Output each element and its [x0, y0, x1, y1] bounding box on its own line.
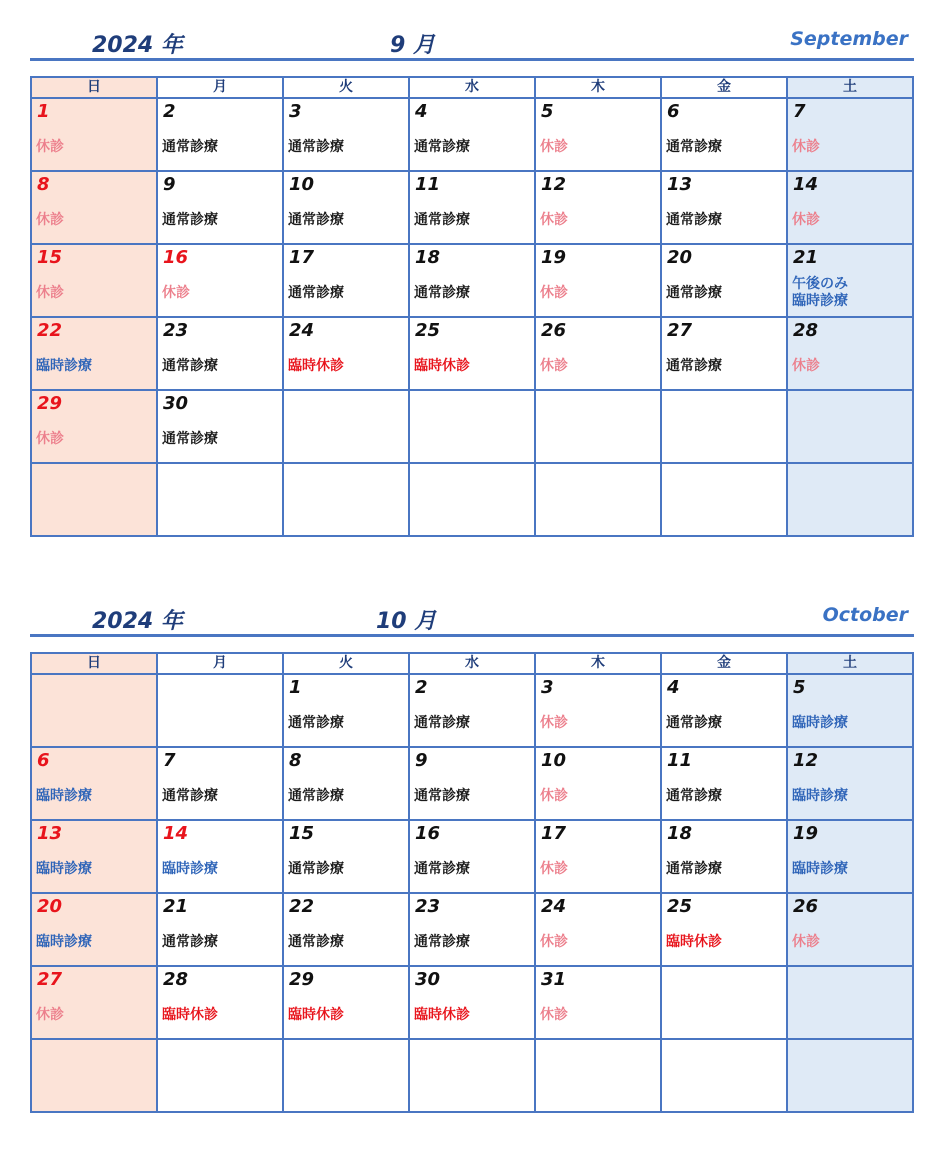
day-cell	[535, 893, 661, 966]
empty-day-cell	[283, 463, 409, 536]
clinic-status: 休診	[540, 861, 568, 877]
clinic-status: 通常診療	[288, 788, 344, 804]
calendar-october	[30, 604, 914, 1023]
empty-day-cell	[661, 966, 787, 1039]
week-row	[31, 317, 913, 390]
empty-day-cell	[535, 390, 661, 463]
day-number: 5	[793, 677, 806, 698]
day-number: 2	[415, 677, 428, 698]
day-number: 30	[163, 393, 189, 414]
day-number: 2	[163, 101, 176, 122]
clinic-status: 臨時休診	[666, 934, 722, 950]
empty-day-cell	[661, 463, 787, 536]
year-label: 2024 年	[92, 33, 183, 58]
clinic-status: 通常診療	[288, 861, 344, 877]
clinic-status: 臨時診療	[792, 861, 848, 877]
clinic-status: 午後のみ 臨時診療	[792, 276, 848, 309]
empty-day-cell	[283, 390, 409, 463]
day-cell	[409, 171, 535, 244]
weekday-header-row	[31, 653, 913, 674]
day-cell	[535, 820, 661, 893]
day-number: 15	[37, 247, 63, 268]
day-cell	[157, 98, 283, 171]
day-number: 29	[289, 969, 315, 990]
day-cell	[31, 171, 157, 244]
clinic-status: 臨時休診	[414, 358, 470, 374]
day-number: 31	[541, 969, 567, 990]
empty-day-cell	[409, 390, 535, 463]
day-cell	[661, 820, 787, 893]
calendar-body	[31, 98, 913, 536]
day-cell	[409, 317, 535, 390]
clinic-status: 通常診療	[666, 715, 722, 731]
clinic-status: 休診	[792, 212, 820, 228]
day-cell	[283, 747, 409, 820]
day-number: 11	[667, 750, 693, 771]
clinic-status: 通常診療	[414, 934, 470, 950]
day-number: 19	[793, 823, 819, 844]
clinic-status: 臨時診療	[36, 934, 92, 950]
weekday-header-row	[31, 77, 913, 98]
clinic-status: 通常診療	[162, 139, 218, 155]
day-cell	[31, 820, 157, 893]
empty-day-cell	[157, 674, 283, 747]
clinic-status: 休診	[540, 715, 568, 731]
day-number: 13	[667, 174, 693, 195]
weekday-header: 木	[535, 653, 661, 674]
day-number: 28	[163, 969, 189, 990]
day-cell	[31, 317, 157, 390]
week-row	[31, 1039, 913, 1112]
weekday-header: 土	[787, 77, 913, 98]
empty-day-cell	[31, 463, 157, 536]
weekday-header: 金	[661, 653, 787, 674]
day-number: 3	[289, 101, 302, 122]
empty-day-cell	[661, 390, 787, 463]
empty-day-cell	[409, 463, 535, 536]
day-cell	[283, 244, 409, 317]
calendar-grid	[30, 652, 914, 1113]
day-number: 24	[541, 896, 567, 917]
empty-day-cell	[787, 1039, 913, 1112]
day-cell	[283, 674, 409, 747]
clinic-status: 休診	[540, 1007, 568, 1023]
clinic-status: 通常診療	[414, 212, 470, 228]
week-row	[31, 966, 913, 1039]
empty-day-cell	[157, 1039, 283, 1112]
empty-day-cell	[157, 463, 283, 536]
day-cell	[31, 893, 157, 966]
week-row	[31, 98, 913, 171]
day-number: 7	[793, 101, 806, 122]
day-cell	[661, 98, 787, 171]
weekday-header: 日	[31, 77, 157, 98]
day-number: 14	[163, 823, 189, 844]
day-number: 29	[37, 393, 63, 414]
weekday-header: 水	[409, 653, 535, 674]
day-number: 16	[163, 247, 189, 268]
day-number: 8	[289, 750, 302, 771]
day-cell	[409, 893, 535, 966]
day-cell	[283, 893, 409, 966]
clinic-status: 通常診療	[666, 285, 722, 301]
day-cell	[409, 820, 535, 893]
clinic-status: 通常診療	[162, 358, 218, 374]
day-cell	[157, 893, 283, 966]
day-number: 11	[415, 174, 441, 195]
day-number: 14	[793, 174, 819, 195]
day-cell	[157, 390, 283, 463]
clinic-status: 臨時休診	[288, 358, 344, 374]
day-cell	[787, 244, 913, 317]
day-cell	[535, 317, 661, 390]
day-number: 20	[667, 247, 693, 268]
clinic-status: 休診	[540, 934, 568, 950]
day-number: 26	[793, 896, 819, 917]
day-cell	[283, 171, 409, 244]
day-number: 25	[667, 896, 693, 917]
day-cell	[661, 674, 787, 747]
week-row	[31, 893, 913, 966]
day-cell	[409, 244, 535, 317]
day-number: 21	[793, 247, 819, 268]
day-cell	[661, 317, 787, 390]
day-number: 22	[289, 896, 315, 917]
clinic-status: 休診	[36, 139, 64, 155]
clinic-status: 通常診療	[666, 861, 722, 877]
clinic-status: 臨時診療	[36, 358, 92, 374]
week-row	[31, 820, 913, 893]
clinic-status: 通常診療	[414, 139, 470, 155]
day-cell	[535, 966, 661, 1039]
day-cell	[535, 244, 661, 317]
day-cell	[157, 747, 283, 820]
clinic-status: 休診	[162, 285, 190, 301]
clinic-status: 休診	[792, 139, 820, 155]
day-cell	[283, 317, 409, 390]
month-english-label: October	[822, 604, 908, 626]
day-number: 16	[415, 823, 441, 844]
day-cell	[31, 98, 157, 171]
day-cell	[409, 747, 535, 820]
clinic-status: 休診	[540, 285, 568, 301]
day-cell	[787, 98, 913, 171]
clinic-status: 通常診療	[162, 934, 218, 950]
day-number: 17	[289, 247, 315, 268]
clinic-status: 臨時診療	[792, 715, 848, 731]
empty-day-cell	[535, 1039, 661, 1112]
clinic-status: 休診	[540, 788, 568, 804]
day-number: 24	[289, 320, 315, 341]
day-number: 10	[541, 750, 567, 771]
day-number: 15	[289, 823, 315, 844]
day-number: 8	[37, 174, 50, 195]
day-cell	[787, 893, 913, 966]
clinic-status: 通常診療	[162, 788, 218, 804]
weekday-header: 水	[409, 77, 535, 98]
clinic-status: 通常診療	[414, 285, 470, 301]
day-cell	[31, 966, 157, 1039]
calendar-grid	[30, 76, 914, 537]
day-number: 19	[541, 247, 567, 268]
day-cell	[535, 747, 661, 820]
weekday-header: 日	[31, 653, 157, 674]
weekday-header: 火	[283, 77, 409, 98]
day-cell	[535, 98, 661, 171]
day-cell	[535, 171, 661, 244]
empty-day-cell	[409, 1039, 535, 1112]
day-cell	[661, 747, 787, 820]
clinic-status: 臨時診療	[162, 861, 218, 877]
calendar-header	[30, 604, 914, 634]
day-number: 18	[667, 823, 693, 844]
month-label: 10 月	[376, 609, 437, 634]
day-number: 25	[415, 320, 441, 341]
weekday-header: 土	[787, 653, 913, 674]
week-row	[31, 674, 913, 747]
day-number: 1	[37, 101, 50, 122]
day-number: 12	[541, 174, 567, 195]
day-number: 5	[541, 101, 554, 122]
day-cell	[157, 317, 283, 390]
clinic-status: 休診	[540, 358, 568, 374]
day-number: 18	[415, 247, 441, 268]
empty-day-cell	[787, 390, 913, 463]
clinic-status: 通常診療	[414, 861, 470, 877]
empty-day-cell	[283, 1039, 409, 1112]
day-number: 17	[541, 823, 567, 844]
clinic-status: 通常診療	[288, 934, 344, 950]
day-cell	[283, 966, 409, 1039]
weekday-header: 木	[535, 77, 661, 98]
day-cell	[283, 98, 409, 171]
clinic-status: 通常診療	[288, 139, 344, 155]
day-number: 7	[163, 750, 176, 771]
day-number: 23	[415, 896, 441, 917]
day-cell	[409, 98, 535, 171]
day-cell	[157, 966, 283, 1039]
week-row	[31, 747, 913, 820]
day-cell	[787, 317, 913, 390]
clinic-status: 休診	[792, 934, 820, 950]
day-number: 9	[163, 174, 176, 195]
day-number: 4	[415, 101, 428, 122]
day-number: 9	[415, 750, 428, 771]
day-cell	[661, 244, 787, 317]
day-cell	[157, 171, 283, 244]
day-cell	[31, 244, 157, 317]
day-number: 27	[37, 969, 63, 990]
day-number: 10	[289, 174, 315, 195]
day-number: 20	[37, 896, 63, 917]
year-label: 2024 年	[92, 609, 183, 634]
day-cell	[661, 171, 787, 244]
day-number: 4	[667, 677, 680, 698]
empty-day-cell	[535, 463, 661, 536]
clinic-status: 臨時診療	[36, 861, 92, 877]
empty-day-cell	[31, 674, 157, 747]
clinic-status: 休診	[36, 1007, 64, 1023]
empty-day-cell	[661, 1039, 787, 1112]
day-cell	[157, 820, 283, 893]
week-row	[31, 390, 913, 463]
clinic-status: 通常診療	[414, 715, 470, 731]
day-cell	[409, 674, 535, 747]
weekday-header: 金	[661, 77, 787, 98]
day-number: 27	[667, 320, 693, 341]
day-cell	[661, 893, 787, 966]
clinic-status: 通常診療	[288, 285, 344, 301]
day-number: 23	[163, 320, 189, 341]
day-number: 6	[37, 750, 50, 771]
clinic-status: 通常診療	[666, 358, 722, 374]
day-number: 28	[793, 320, 819, 341]
day-cell	[787, 820, 913, 893]
clinic-status: 通常診療	[666, 139, 722, 155]
day-cell	[157, 244, 283, 317]
weekday-header: 月	[157, 77, 283, 98]
calendar-september	[30, 28, 914, 447]
clinic-status: 通常診療	[288, 715, 344, 731]
clinic-status: 臨時休診	[162, 1007, 218, 1023]
clinic-status: 臨時診療	[36, 788, 92, 804]
month-english-label: September	[790, 28, 908, 50]
day-number: 22	[37, 320, 63, 341]
weekday-header: 火	[283, 653, 409, 674]
clinic-status: 休診	[792, 358, 820, 374]
day-cell	[283, 820, 409, 893]
day-number: 26	[541, 320, 567, 341]
day-number: 1	[289, 677, 302, 698]
day-cell	[409, 966, 535, 1039]
clinic-status: 休診	[36, 431, 64, 447]
day-cell	[535, 674, 661, 747]
day-number: 13	[37, 823, 63, 844]
clinic-status: 通常診療	[414, 788, 470, 804]
clinic-status: 休診	[36, 285, 64, 301]
day-number: 12	[793, 750, 819, 771]
day-number: 30	[415, 969, 441, 990]
clinic-status: 通常診療	[162, 431, 218, 447]
empty-day-cell	[31, 1039, 157, 1112]
clinic-status: 休診	[540, 212, 568, 228]
empty-day-cell	[787, 463, 913, 536]
clinic-status: 通常診療	[666, 212, 722, 228]
calendar-body	[31, 674, 913, 1112]
clinic-status: 通常診療	[288, 212, 344, 228]
clinic-status: 通常診療	[666, 788, 722, 804]
clinic-status: 臨時休診	[288, 1007, 344, 1023]
empty-day-cell	[787, 966, 913, 1039]
week-row	[31, 244, 913, 317]
week-row	[31, 463, 913, 536]
day-cell	[787, 171, 913, 244]
week-row	[31, 171, 913, 244]
day-cell	[787, 674, 913, 747]
weekday-header: 月	[157, 653, 283, 674]
day-cell	[787, 747, 913, 820]
month-label: 9 月	[390, 33, 435, 58]
clinic-status: 臨時休診	[414, 1007, 470, 1023]
day-number: 3	[541, 677, 554, 698]
calendar-header	[30, 28, 914, 58]
clinic-status: 休診	[36, 212, 64, 228]
day-cell	[31, 390, 157, 463]
clinic-status: 通常診療	[162, 212, 218, 228]
clinic-status: 休診	[540, 139, 568, 155]
day-number: 21	[163, 896, 189, 917]
day-cell	[31, 747, 157, 820]
day-number: 6	[667, 101, 680, 122]
clinic-status: 臨時診療	[792, 788, 848, 804]
